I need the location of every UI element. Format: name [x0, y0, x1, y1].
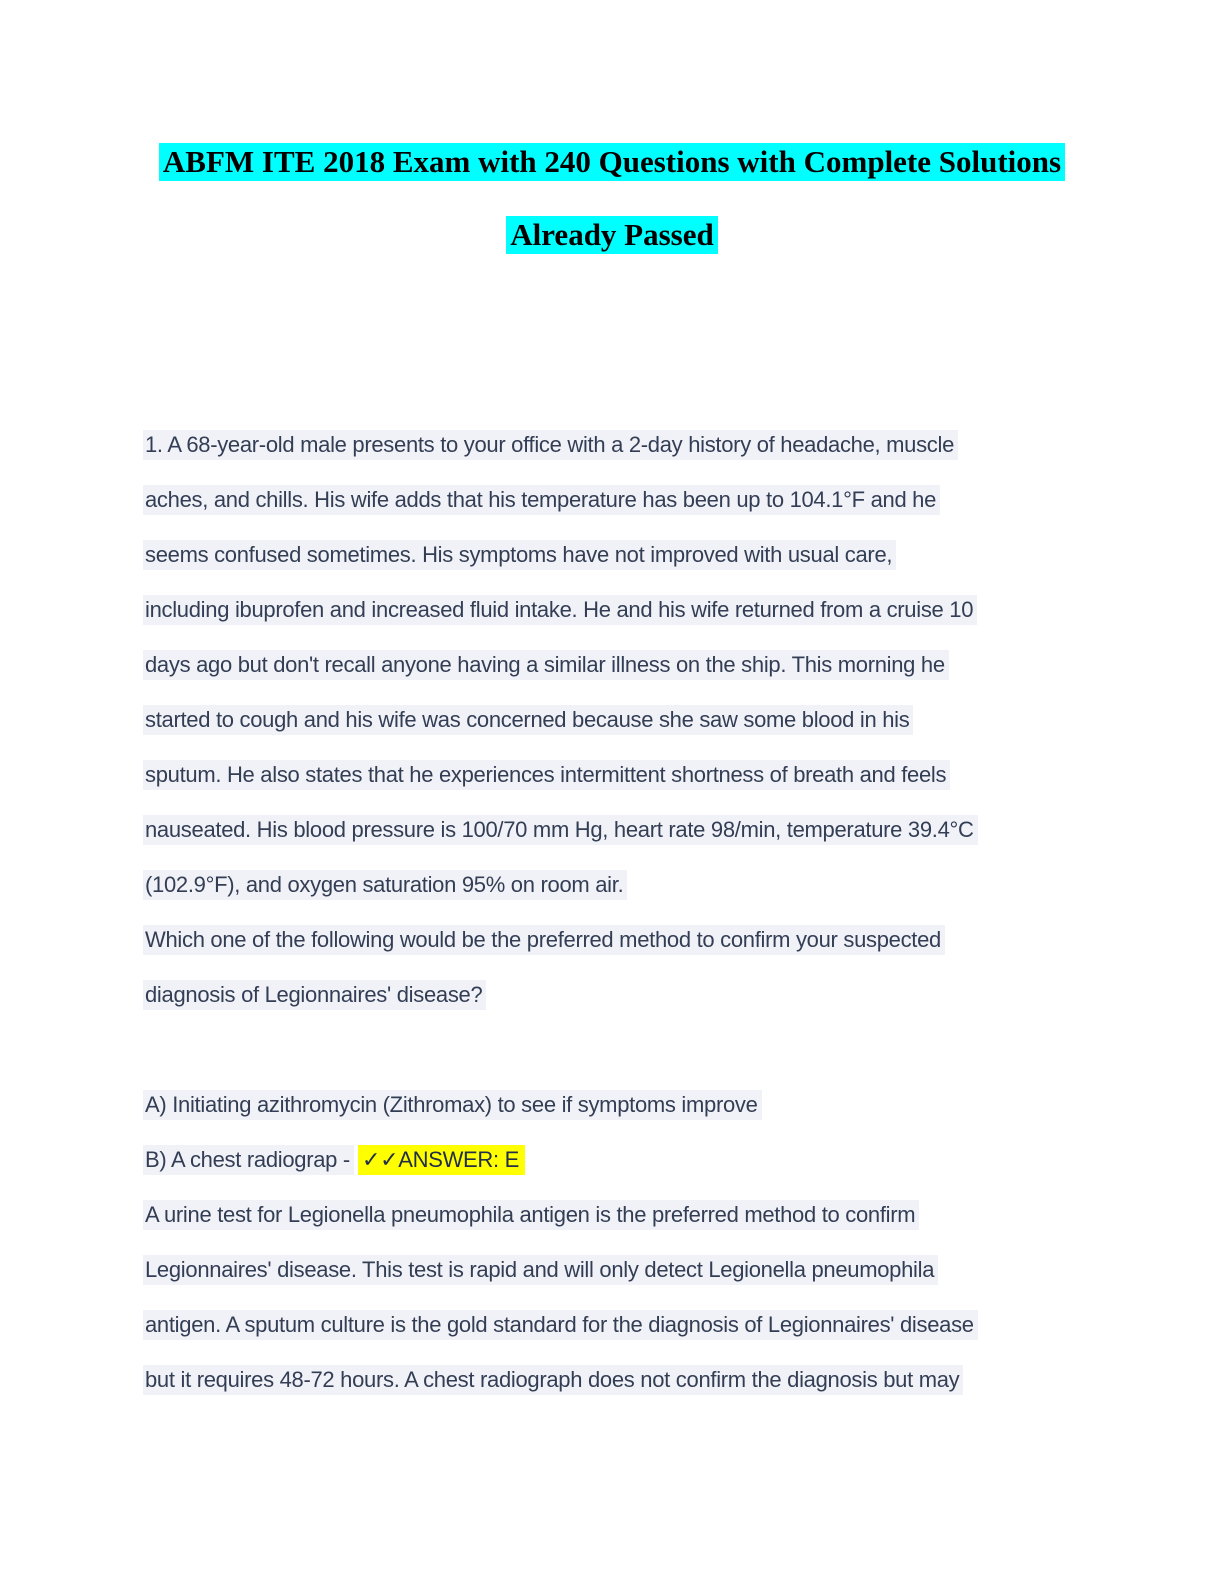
- question-line: [143, 815, 1093, 845]
- question-line-text: diagnosis of Legionnaires' disease?: [143, 980, 486, 1010]
- question-line-text: days ago but don't recall anyone having a similar illness on the ship. This morning he: [143, 650, 949, 680]
- explanation-line: [143, 1255, 1093, 1285]
- option-a-text: A) Initiating azithromycin (Zithromax) to see if symptoms improve: [143, 1090, 762, 1120]
- question-line: [143, 705, 1093, 735]
- explanation-line-text: Legionnaires' disease. This test is rapid and will only detect Legionella pneumophila: [143, 1255, 938, 1285]
- question-line: [143, 485, 1093, 515]
- title-line-2-text: Already Passed: [506, 216, 718, 254]
- question-line: [143, 540, 1093, 570]
- question-line-text: Which one of the following would be the preferred method to confirm your suspected: [143, 925, 945, 955]
- option-b-line: [143, 1145, 1093, 1175]
- document-title: [0, 143, 1224, 289]
- question-line: [143, 430, 1093, 460]
- blank-line-spacer: [143, 1035, 1093, 1090]
- option-a-line: [143, 1090, 1093, 1120]
- question-line-text: sputum. He also states that he experiences intermittent shortness of breath and feels: [143, 760, 950, 790]
- question-line: [143, 980, 1093, 1010]
- question-line: [143, 650, 1093, 680]
- question-line: [143, 595, 1093, 625]
- question-line-text: (102.9°F), and oxygen saturation 95% on room air.: [143, 870, 627, 900]
- title-line-1: [0, 143, 1224, 183]
- title-line-1-text: ABFM ITE 2018 Exam with 240 Questions with Complete Solutions: [159, 143, 1065, 181]
- question-line: [143, 760, 1093, 790]
- explanation-line-text: antigen. A sputum culture is the gold standard for the diagnosis of Legionnaires' disease: [143, 1310, 978, 1340]
- question-line-text: aches, and chills. His wife adds that his temperature has been up to 104.1°F and he: [143, 485, 940, 515]
- question-line-text: nauseated. His blood pressure is 100/70 mm Hg, heart rate 98/min, temperature 39.4°C: [143, 815, 978, 845]
- question-line-text: including ibuprofen and increased fluid intake. He and his wife returned from a cruise 10: [143, 595, 977, 625]
- question-line: [143, 925, 1093, 955]
- document-body: [143, 430, 1093, 1420]
- explanation-line: [143, 1365, 1093, 1395]
- explanation-line: [143, 1200, 1093, 1230]
- option-b-text: B) A chest radiograp -: [143, 1145, 354, 1175]
- explanation-line-text: but it requires 48-72 hours. A chest radiograph does not confirm the diagnosis but may: [143, 1365, 963, 1395]
- question-line: [143, 870, 1093, 900]
- question-line-text: 1. A 68-year-old male presents to your office with a 2-day history of headache, muscle: [143, 430, 958, 460]
- question-line-text: seems confused sometimes. His symptoms have not improved with usual care,: [143, 540, 896, 570]
- question-line-text: started to cough and his wife was concerned because she saw some blood in his: [143, 705, 913, 735]
- answer-marker: ✓✓ANSWER: E: [358, 1145, 525, 1175]
- explanation-line-text: A urine test for Legionella pneumophila antigen is the preferred method to confirm: [143, 1200, 919, 1230]
- explanation-line: [143, 1310, 1093, 1340]
- title-line-2: [0, 216, 1224, 256]
